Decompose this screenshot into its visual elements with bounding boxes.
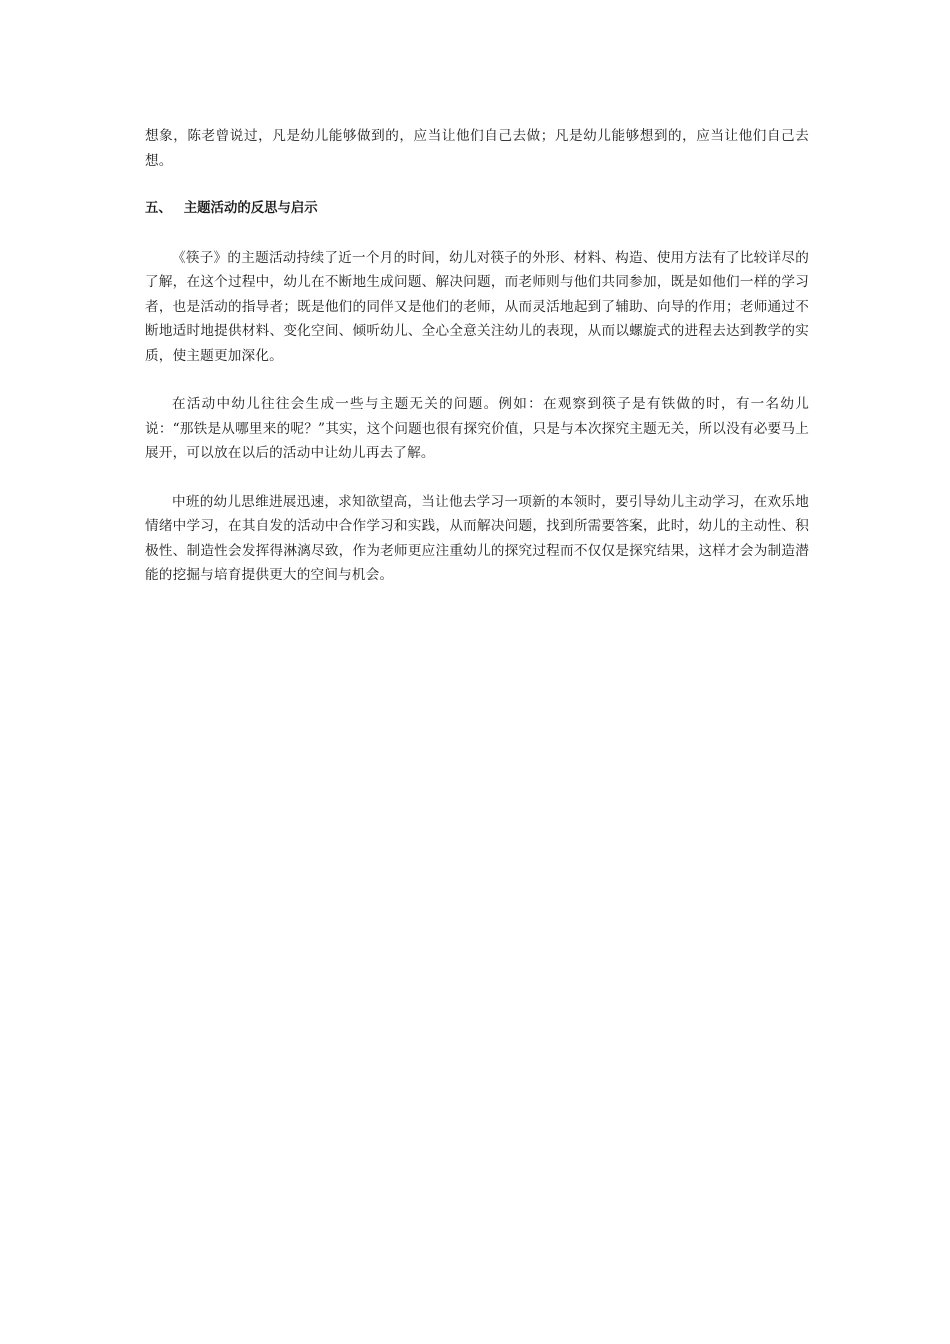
document-body: [145, 124, 809, 588]
spacer: [145, 173, 809, 197]
spacer: [145, 222, 809, 246]
section-title: 主题活动的反思与启示: [183, 201, 318, 216]
section-heading: [145, 197, 809, 222]
paragraph-reflection-1: 《筷子》的主题活动持续了近一个月的时间，幼儿对筷子的外形、材料、构造、使用方法有了比较详尽的了解，在这个过程中，幼儿在不断地生成问题、解决问题，而老师则与他们共同参加，既是如他们一样的学习者，也是活动的指导者；既是他们的同伴又是他们的老师，从而灵活地起到了辅助、向导的作用；老师通过不断地适时地提供材料、变化空间、倾听幼儿、全心全意关注幼儿的表现，从而以螺旋式的进程去达到教学的实质，使主题更加深化。: [145, 249, 809, 364]
section-number: 五、: [145, 201, 172, 216]
paragraph-reflection-2: 在活动中幼儿往往会生成一些与主题无关的问题。例如：在观察到筷子是有铁做的时，有一名幼儿说：“那铁是从哪里来的呢？”其实，这个问题也很有探究价值，只是与本次探究主题无关，所以没有必要马上展开，可以放在以后的活动中让幼儿再去了解。: [145, 396, 809, 461]
paragraph-intro-continued: 想象，陈老曾说过，凡是幼儿能够做到的，应当让他们自己去做；凡是幼儿能够想到的，应当让他们自己去想。: [145, 128, 809, 169]
spacer: [145, 466, 809, 490]
paragraph-reflection-3: 中班的幼儿思维进展迅速，求知欲望高，当让他去学习一项新的本领时，要引导幼儿主动学习，在欢乐地情绪中学习，在其自发的活动中合作学习和实践，从而解决问题，找到所需要答案，此时，幼儿的主动性、积极性、制造性会发挥得淋漓尽致，作为老师更应注重幼儿的探究过程而不仅仅是探究结果，这样才会为制造潜能的挖掘与培育提供更大的空间与机会。: [145, 493, 809, 583]
spacer: [145, 368, 809, 392]
